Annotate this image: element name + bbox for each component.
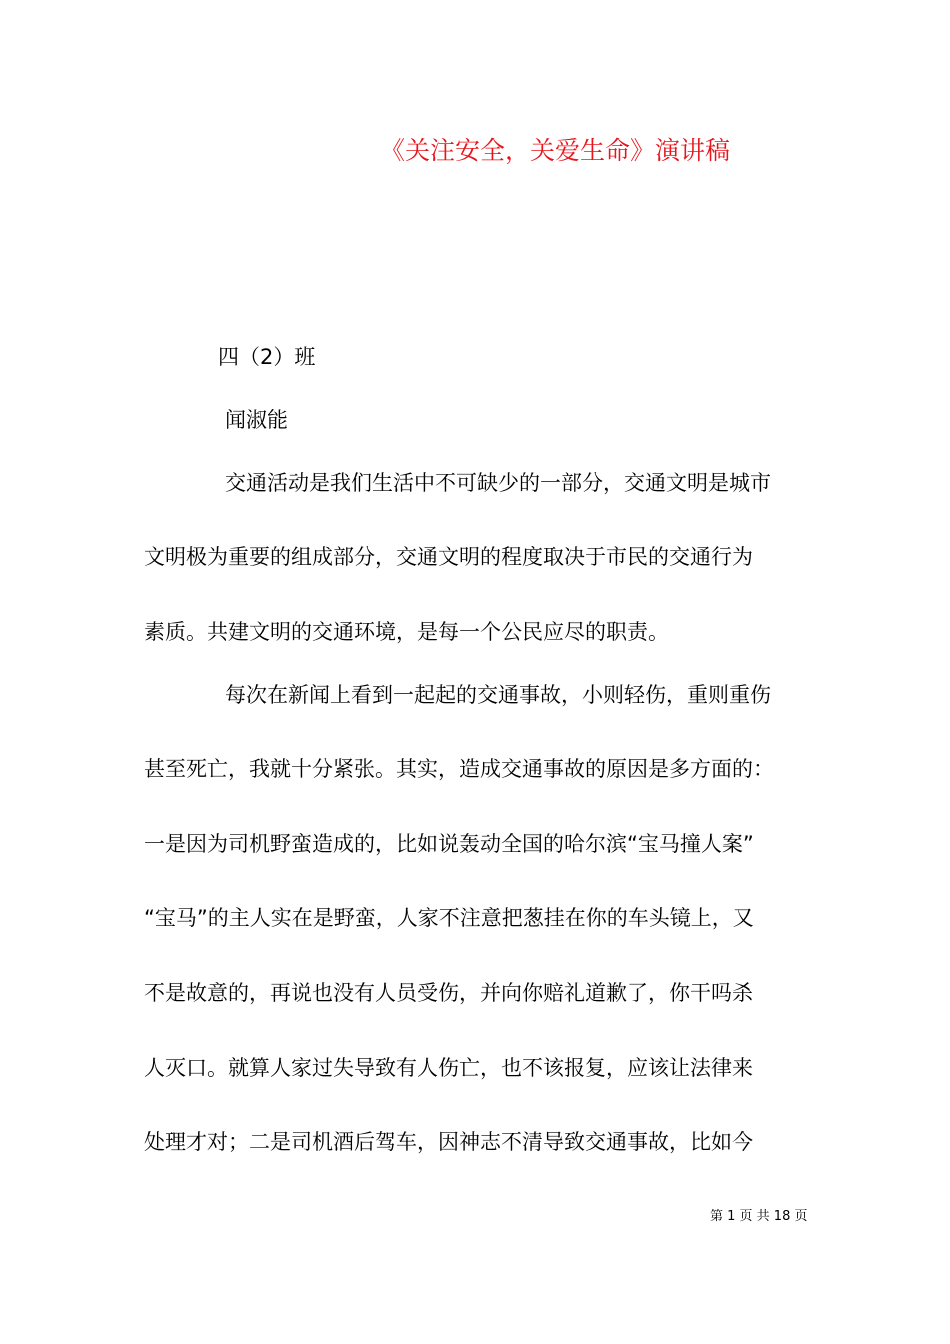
body-line-4: 每次在新闻上看到一起起的交通事故，小则轻伤，重则重伤 xyxy=(225,683,771,707)
body-line-1: 交通活动是我们生活中不可缺少的一部分，交通文明是城市 xyxy=(225,471,771,495)
body-line-6: 一是因为司机野蛮造成的，比如说轰动全国的哈尔滨“宝马撞人案” xyxy=(144,832,754,856)
body-line-8: 不是故意的，再说也没有人员受伤，并向你赔礼道歉了，你干吗杀 xyxy=(144,981,753,1005)
page-number-footer: 第 1 页 共 18 页 xyxy=(710,1209,808,1224)
class-label: 四（2）班 xyxy=(218,345,316,369)
body-line-3: 素质。共建文明的交通环境，是每一个公民应尽的职责。 xyxy=(144,620,669,644)
document-title: 《关注安全，关爱生命》演讲稿 xyxy=(380,136,731,165)
body-line-5: 甚至死亡，我就十分紧张。其实，造成交通事故的原因是多方面的： xyxy=(144,757,774,781)
body-line-9: 人灭口。就算人家过失导致有人伤亡，也不该报复，应该让法律来 xyxy=(144,1056,753,1080)
body-line-7: “宝马”的主人实在是野蛮，人家不注意把葱挂在你的车头镜上，又 xyxy=(144,906,754,930)
author-name: 闻淑能 xyxy=(225,408,288,432)
body-line-10: 处理才对；二是司机酒后驾车，因神志不清导致交通事故，比如今 xyxy=(144,1130,753,1154)
body-line-2: 文明极为重要的组成部分，交通文明的程度取决于市民的交通行为 xyxy=(144,545,753,569)
